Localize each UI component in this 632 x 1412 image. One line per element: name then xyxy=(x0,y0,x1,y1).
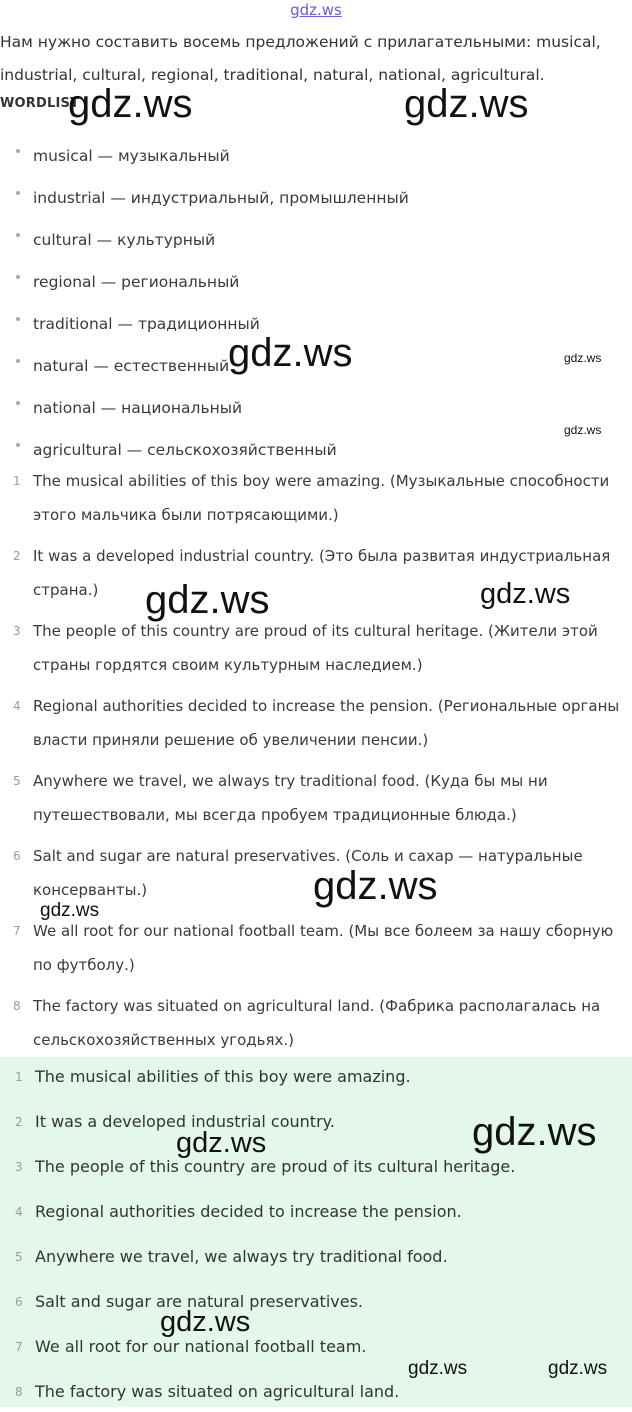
watermark: gdz.ws xyxy=(145,578,270,622)
watermark: gdz.ws xyxy=(160,1306,251,1338)
watermark: gdz.ws xyxy=(40,900,100,921)
watermark: gdz.ws xyxy=(564,351,602,365)
answer-item: 5 Anywhere we travel, we always try traditional food. xyxy=(15,1247,448,1266)
bullet-icon xyxy=(16,443,20,447)
bullet-icon xyxy=(16,275,20,279)
watermark: gdz.ws xyxy=(228,331,353,375)
bullet-icon xyxy=(16,233,20,237)
answer-item: 1 The musical abilities of this boy were amazing. xyxy=(15,1067,411,1086)
watermark: gdz.ws xyxy=(68,82,193,126)
watermark: gdz.ws xyxy=(313,864,438,908)
answer-item: 7 We all root for our national football team. xyxy=(15,1337,367,1356)
bullet-icon xyxy=(16,401,20,405)
bullet-icon xyxy=(16,317,20,321)
watermark: gdz.ws xyxy=(408,1358,468,1379)
answer-item: 3 The people of this country are proud of its cultural heritage. xyxy=(15,1157,516,1176)
bullet-icon xyxy=(16,359,20,363)
watermark: gdz.ws xyxy=(472,1110,597,1154)
site-mark-link[interactable]: gdz.ws xyxy=(290,1,342,19)
answer-item: 8 The factory was situated on agricultural land. xyxy=(15,1382,400,1401)
watermark: gdz.ws xyxy=(480,578,571,610)
task-intro: Нам нужно составить восемь предложений с прилагательными: musical, industrial, cultural, regional, traditional, natural, national, agricultural. xyxy=(0,33,601,84)
watermark: gdz.ws xyxy=(176,1127,267,1159)
answer-item: 6 Salt and sugar are natural preservatives. xyxy=(15,1292,363,1311)
answer-item: 2 It was a developed industrial country. xyxy=(15,1112,335,1131)
answer-item: 4 Regional authorities decided to increase the pension. xyxy=(15,1202,462,1221)
watermark: gdz.ws xyxy=(564,423,602,437)
bullet-icon xyxy=(16,191,20,195)
wordlist-heading: WORDLIST xyxy=(0,96,80,111)
watermark: gdz.ws xyxy=(548,1358,608,1379)
watermark: gdz.ws xyxy=(404,82,529,126)
bullet-icon xyxy=(16,149,20,153)
